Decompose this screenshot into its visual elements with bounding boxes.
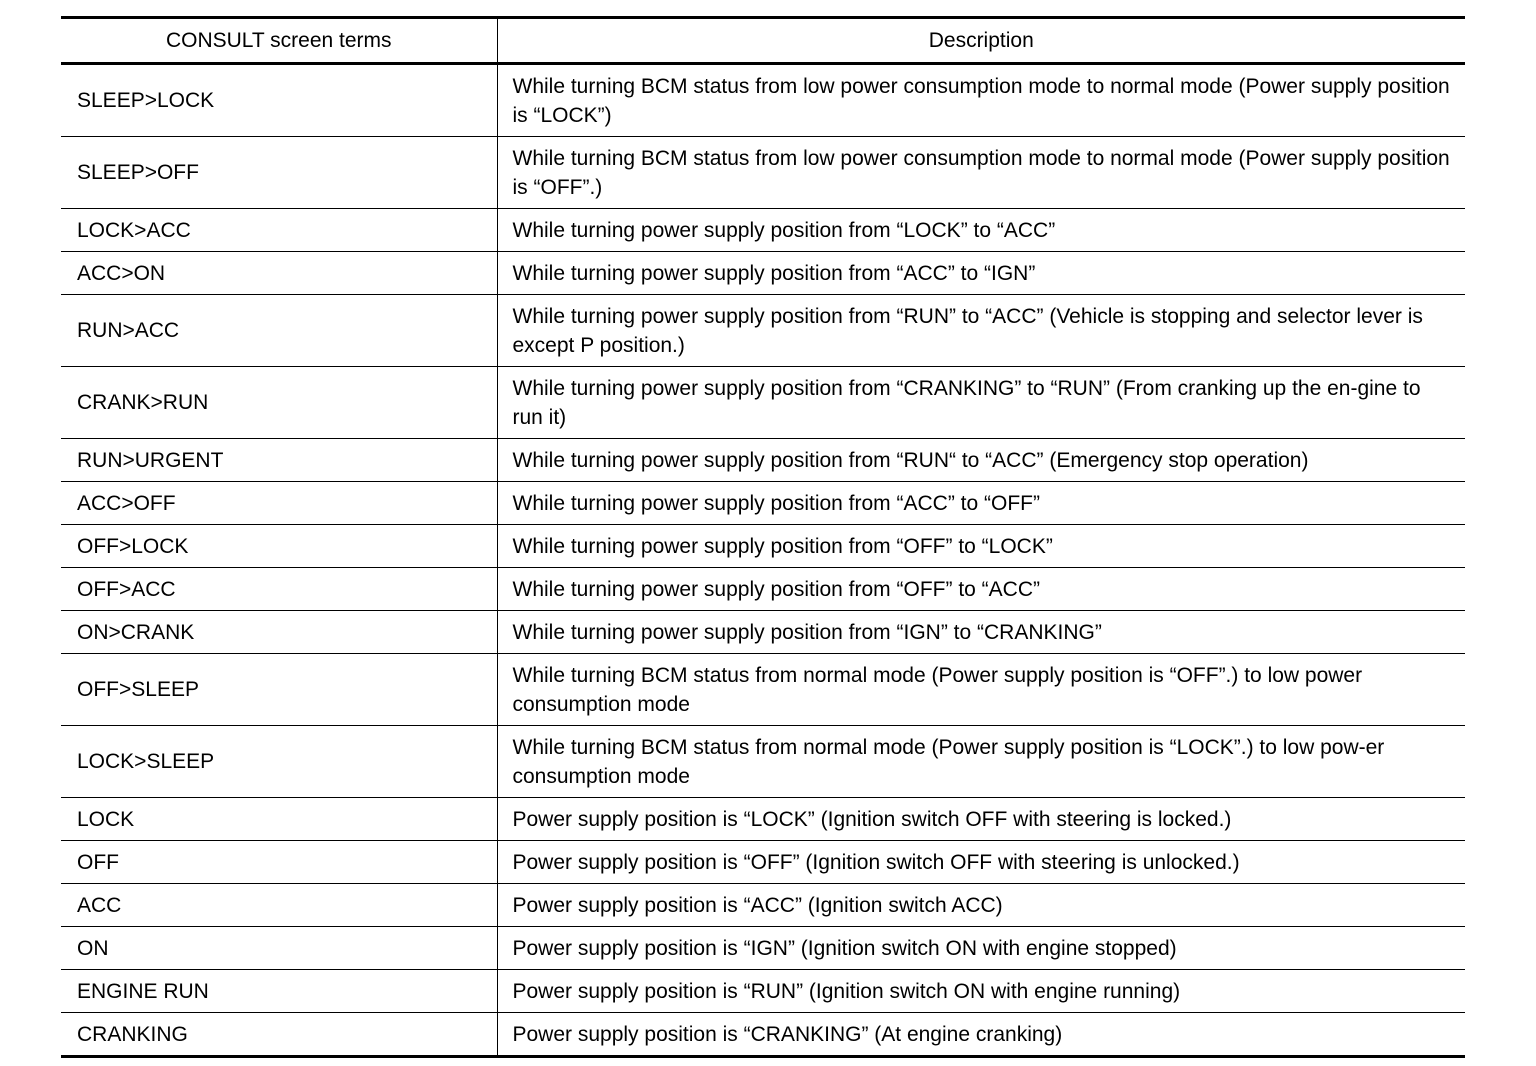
description-cell: While turning power supply position from “RUN“ to “ACC” (Emergency stop operation) [497, 439, 1465, 482]
description-cell: While turning BCM status from normal mode (Power supply position is “OFF”.) to low power consumption mode [497, 654, 1465, 726]
term-cell: ON>CRANK [61, 611, 497, 654]
term-cell: OFF>ACC [61, 568, 497, 611]
description-cell: While turning power supply position from “OFF” to “LOCK” [497, 525, 1465, 568]
description-cell: While turning power supply position from “ACC” to “OFF” [497, 482, 1465, 525]
description-cell: While turning power supply position from “LOCK” to “ACC” [497, 209, 1465, 252]
description-cell: Power supply position is “ACC” (Ignition switch ACC) [497, 884, 1465, 927]
term-cell: ON [61, 927, 497, 970]
term-cell: OFF [61, 841, 497, 884]
table-row [61, 927, 1465, 970]
table-row [61, 482, 1465, 525]
table-row [61, 137, 1465, 209]
description-cell: Power supply position is “IGN” (Ignition switch ON with engine stopped) [497, 927, 1465, 970]
description-cell: While turning power supply position from “RUN” to “ACC” (Vehicle is stopping and selector lever is except P position.) [497, 295, 1465, 367]
term-cell: ACC [61, 884, 497, 927]
description-cell: Power supply position is “RUN” (Ignition switch ON with engine running) [497, 970, 1465, 1013]
description-cell: While turning power supply position from “ACC” to “IGN” [497, 252, 1465, 295]
description-cell: While turning BCM status from low power consumption mode to normal mode (Power supply position is “OFF”.) [497, 137, 1465, 209]
table-row [61, 884, 1465, 927]
term-cell: OFF>SLEEP [61, 654, 497, 726]
description-cell: While turning power supply position from “OFF” to “ACC” [497, 568, 1465, 611]
table-row [61, 970, 1465, 1013]
header-consult-screen-terms: CONSULT screen terms [61, 18, 497, 64]
description-cell: Power supply position is “CRANKING” (At engine cranking) [497, 1013, 1465, 1057]
table-row [61, 295, 1465, 367]
term-cell: ACC>ON [61, 252, 497, 295]
term-cell: LOCK>ACC [61, 209, 497, 252]
description-cell: Power supply position is “LOCK” (Ignition switch OFF with steering is locked.) [497, 798, 1465, 841]
table-row [61, 64, 1465, 137]
term-cell: ENGINE RUN [61, 970, 497, 1013]
table-header [61, 18, 1465, 64]
consult-terms-table [61, 16, 1465, 1058]
table-row [61, 1013, 1465, 1057]
term-cell: CRANK>RUN [61, 367, 497, 439]
term-cell: RUN>URGENT [61, 439, 497, 482]
term-cell: ACC>OFF [61, 482, 497, 525]
table-body [61, 64, 1465, 1057]
term-cell: LOCK [61, 798, 497, 841]
table-row [61, 209, 1465, 252]
term-cell: SLEEP>LOCK [61, 64, 497, 137]
term-cell: OFF>LOCK [61, 525, 497, 568]
term-cell: SLEEP>OFF [61, 137, 497, 209]
table-row [61, 798, 1465, 841]
table-row [61, 439, 1465, 482]
table-row [61, 841, 1465, 884]
table-row [61, 654, 1465, 726]
description-cell: While turning power supply position from “CRANKING” to “RUN” (From cranking up the en-gine to run it) [497, 367, 1465, 439]
description-cell: While turning BCM status from low power consumption mode to normal mode (Power supply position is “LOCK”) [497, 64, 1465, 137]
description-cell: Power supply position is “OFF” (Ignition switch OFF with steering is unlocked.) [497, 841, 1465, 884]
header-description: Description [497, 18, 1465, 64]
table-row [61, 568, 1465, 611]
description-cell: While turning power supply position from “IGN” to “CRANKING” [497, 611, 1465, 654]
term-cell: RUN>ACC [61, 295, 497, 367]
header-row [61, 18, 1465, 64]
term-cell: CRANKING [61, 1013, 497, 1057]
table-row [61, 525, 1465, 568]
table-row [61, 367, 1465, 439]
table-row [61, 611, 1465, 654]
table-row [61, 726, 1465, 798]
description-cell: While turning BCM status from normal mode (Power supply position is “LOCK”.) to low pow-er consumption mode [497, 726, 1465, 798]
term-cell: LOCK>SLEEP [61, 726, 497, 798]
table-row [61, 252, 1465, 295]
